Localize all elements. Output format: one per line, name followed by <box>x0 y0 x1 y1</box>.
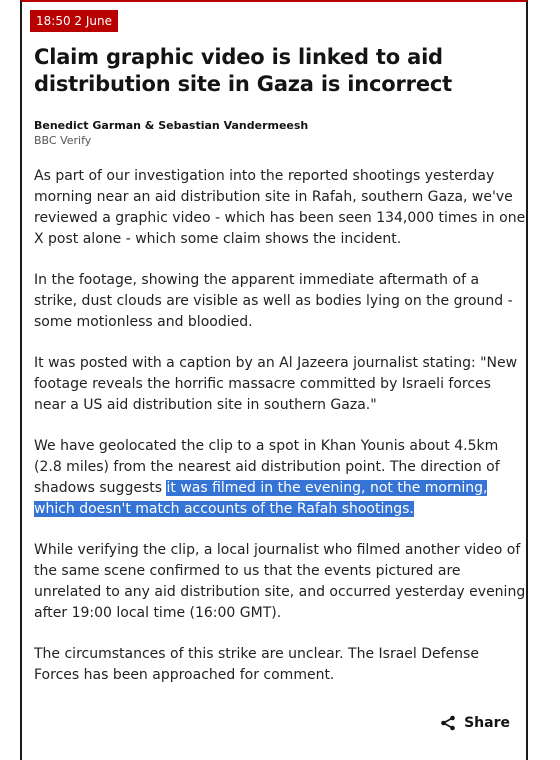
paragraph: As part of our investigation into the reported shootings yesterday morning near an aid distribution site in Rafah, southern Gaza, we've reviewed a graphic video - which has been seen 134,000 times in one X post alone - which some claim shows the incident. <box>34 168 526 247</box>
author-names: Benedict Garman & Sebastian Vandermeesh <box>34 119 309 132</box>
timestamp-badge: 18:50 2 June <box>30 10 118 32</box>
post-headline: Claim graphic video is linked to aid distribution site in Gaza is incorrect <box>34 45 452 96</box>
share-icon <box>440 715 456 731</box>
paragraph: It was posted with a caption by an Al Jazeera journalist stating: "New footage reveals the horrific massacre committed by Israeli forces near a US aid distribution site in southern Gaza." <box>34 355 518 413</box>
paragraph: The circumstances of this strike are unclear. The Israel Defense Forces has been approached for comment. <box>34 646 479 683</box>
paragraph <box>34 436 526 520</box>
paragraph-text: We have geolocated the clip to a spot in Khan Younis about 4.5km (2.8 miles) from the nearest aid distribution point. The direction of shadows suggests <box>34 438 500 496</box>
share-button[interactable] <box>440 715 510 731</box>
paragraph: While verifying the clip, a local journalist who filmed another video of the same scene confirmed to us that the events pictured are unrelated to any aid distribution site, and occurred yesterday evening after 19:00 local time (16:00 GMT). <box>34 542 526 621</box>
share-label: Share <box>464 715 510 731</box>
live-post-card <box>20 0 528 760</box>
paragraph: In the footage, showing the apparent immediate aftermath of a strike, dust clouds are visible as well as bodies lying on the ground - some motionless and bloodied. <box>34 272 513 330</box>
selected-text: it was filmed in the evening, not the morning, which doesn't match accounts of the Rafah shootings. <box>34 480 488 517</box>
byline <box>34 118 308 148</box>
author-organization: BBC Verify <box>34 134 92 147</box>
post-body <box>34 166 526 706</box>
